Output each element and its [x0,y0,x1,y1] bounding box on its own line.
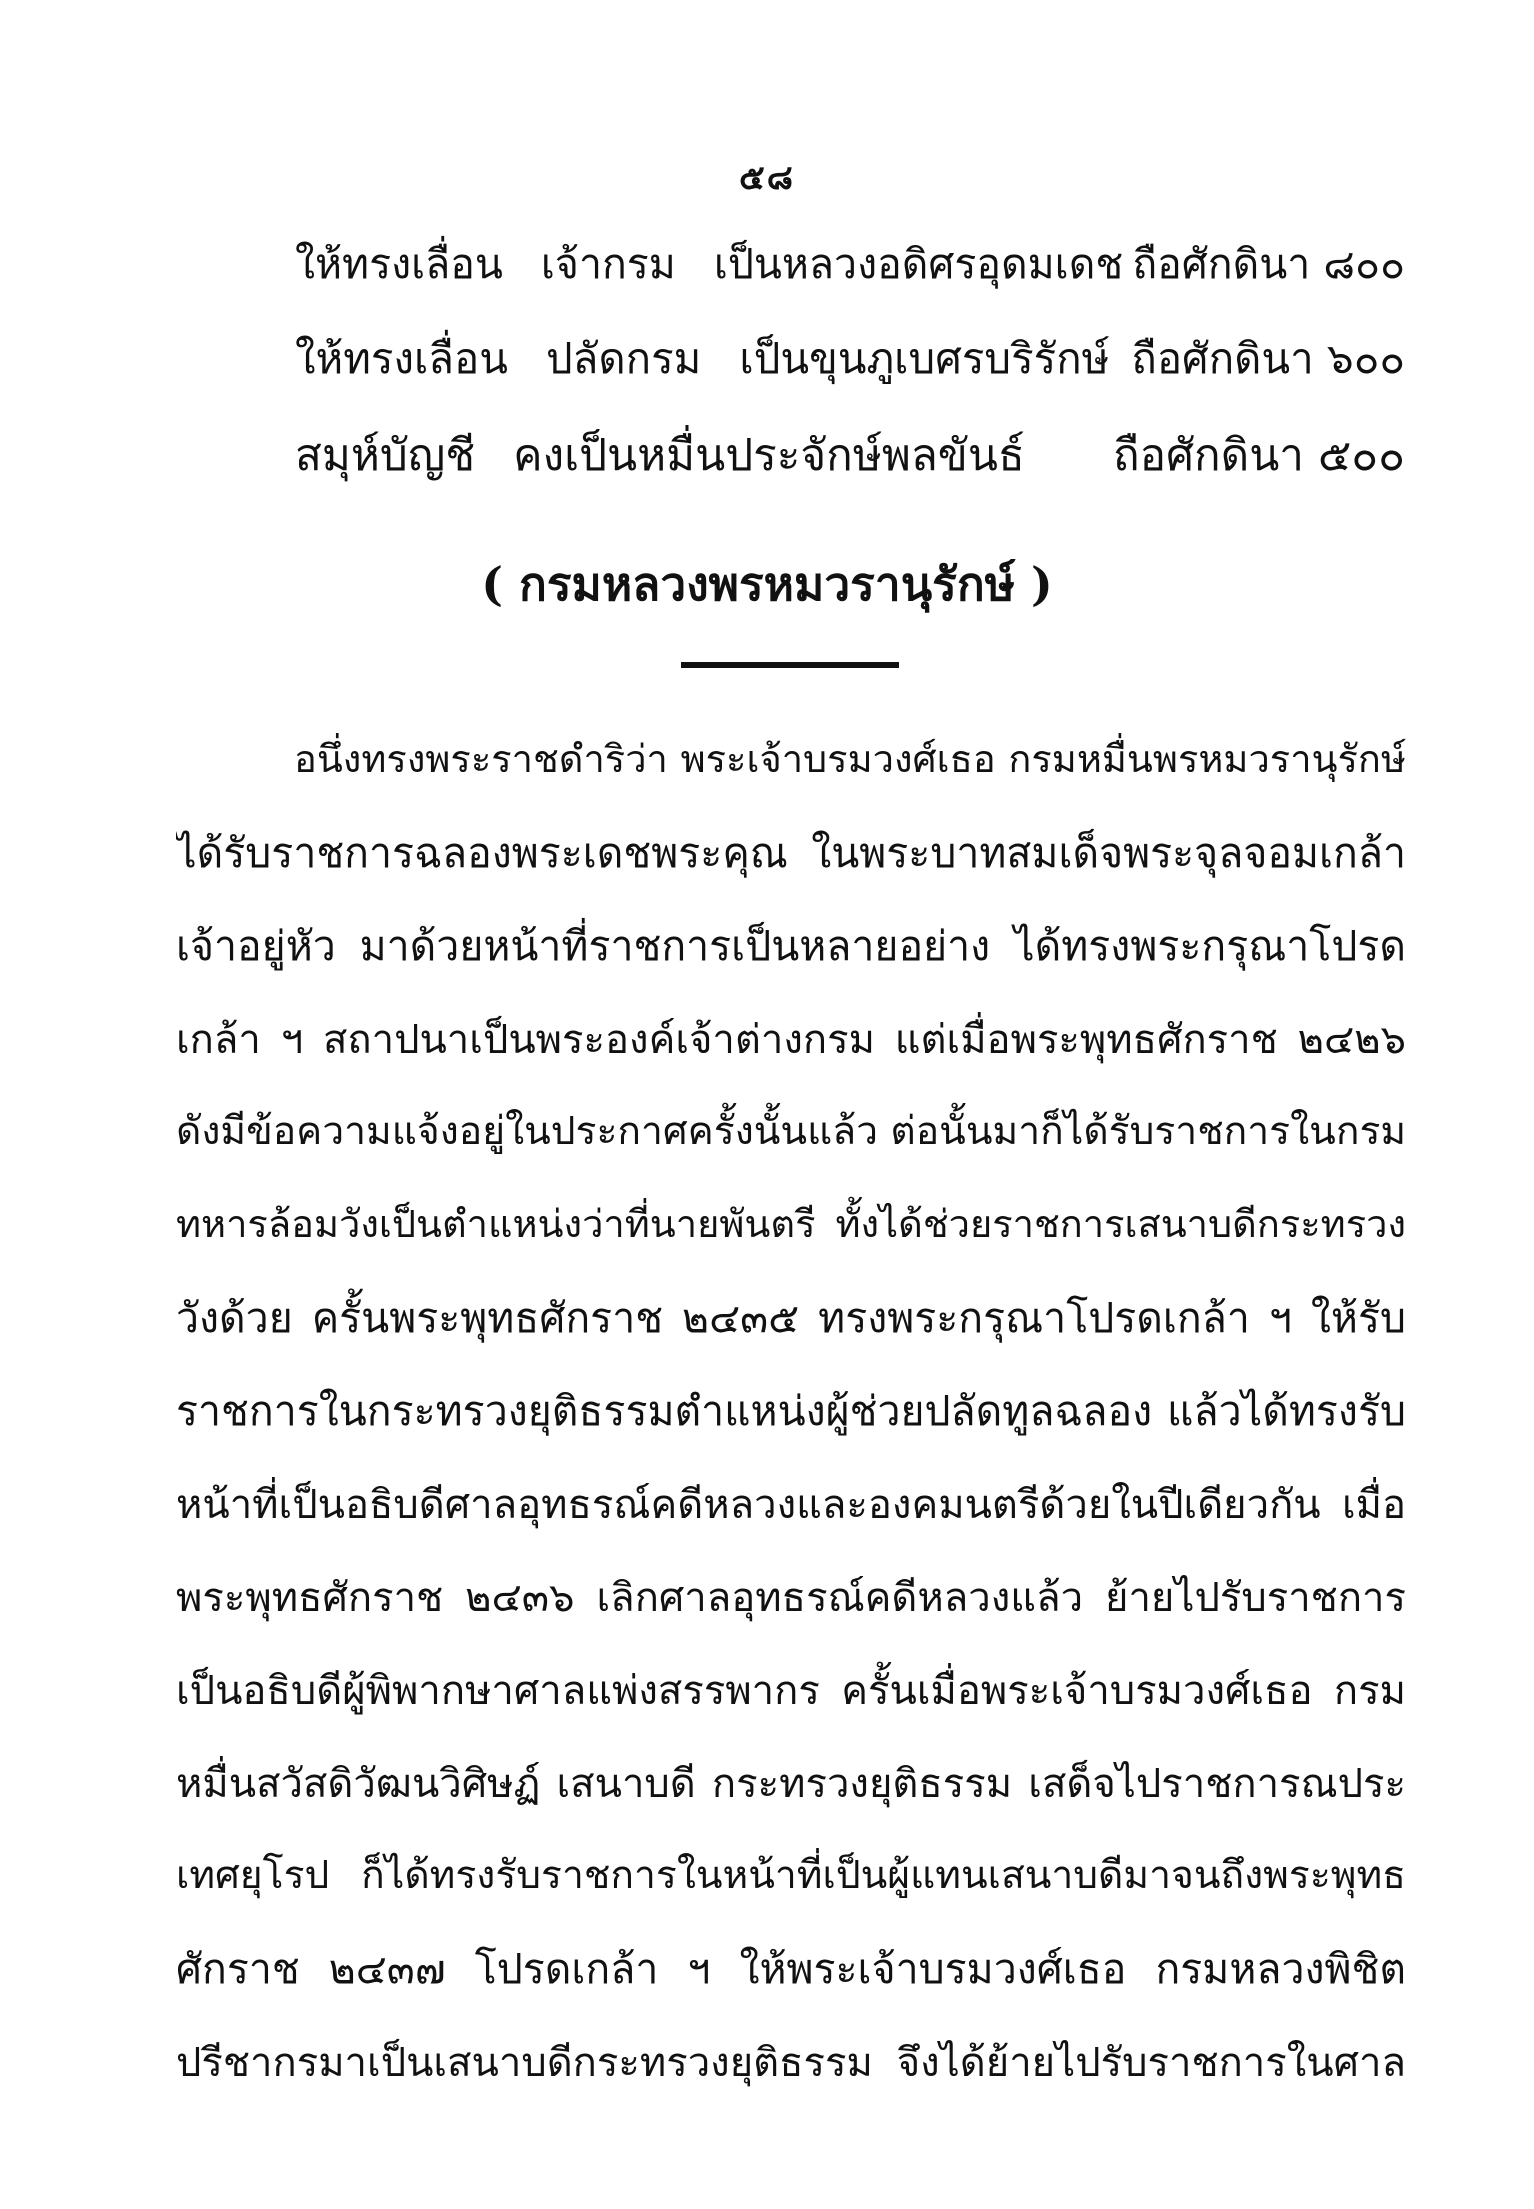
appointment-list [295,232,1405,514]
appointment-sakdina: ถือศักดินา ๘๐๐ [1132,240,1405,288]
paragraph-line: หน้าที่เป็นอธิบดีศาลอุทธรณ์คดีหลวงและองคมนตรีด้วยในปีเดียวกัน เมื่อ [176,1482,1406,1528]
paragraph-line: เทศยุโรป ก็ได้ทรงรับราชการในหน้าที่เป็นผู้แทนเสนาบดีมาจนถึงพระพุทธ [176,1853,1406,1898]
appointment-prefix: ให้ทรงเลื่อน [295,334,508,383]
paragraph-line: เกล้า ฯ สถาปนาเป็นพระองค์เจ้าต่างกรม แต่เมื่อพระพุทธศักราช ๒๔๒๖ [176,1017,1406,1063]
title-underline-divider [681,662,899,668]
appointment-row [295,420,1405,514]
paragraph-line: อนึ่งทรงพระราชดำริว่า พระเจ้าบรมวงศ์เธอ กรมหมื่นพรหมวรานุรักษ์ [294,737,1406,781]
appointment-to: เป็นหลวงอดิศรอุดมเดช [713,240,1124,288]
paragraph-line: ราชการในกระทรวงยุติธรรมตำแหน่งผู้ช่วยปลัดทูลฉลอง แล้วได้ทรงรับ [176,1387,1406,1435]
appointment-sakdina: ถือศักดินา ๖๐๐ [1131,334,1405,383]
paragraph-line: เป็นอธิบดีผู้พิพากษาศาลแพ่งสรรพากร ครั้นเมื่อพระเจ้าบรมวงศ์เธอ กรม [176,1668,1406,1714]
page-number: ๕๘ [739,158,795,198]
paragraph-line: ดังมีข้อความแจ้งอยู่ในประกาศครั้งนั้นแล้ว ต่อนั้นมาก็ได้รับราชการในกรม [176,1109,1406,1154]
appointment-prefix: สมุห์บัญชี [295,430,476,481]
appointment-prefix: ให้ทรงเลื่อน [295,240,503,288]
paragraph-line: หมื่นสวัสดิวัฒนวิศิษฏ์ เสนาบดี กระทรวงยุติธรรม เสด็จไปราชการณประ [176,1761,1406,1807]
paragraph-line: ได้รับราชการฉลองพระเดชพระคุณ ในพระบาทสมเด็จพระจุลจอมเกล้า [176,829,1406,877]
appointment-sakdina: ถือศักดินา ๕๐๐ [1113,430,1405,481]
appointment-to: เป็นขุนภูเบศรบริรักษ์ [739,334,1110,383]
appointment-to: คงเป็นหมื่นประจักษ์พลขันธ์ [513,430,1025,481]
paragraph-line: ปรีชากรมาเป็นเสนาบดีกระทรวงยุติธรรม จึงได้ย้ายไปรับราชการในศาล [176,2040,1406,2086]
appointment-row [295,326,1405,420]
appointment-from: ปลัดกรม [545,334,702,383]
paragraph-line: ศักราช ๒๔๓๗ โปรดเกล้า ฯ ให้พระเจ้าบรมวงศ์เธอ กรมหลวงพิชิต [176,1945,1406,1993]
paragraph-line: เจ้าอยู่หัว มาด้วยหน้าที่ราชการเป็นหลายอย่าง ได้ทรงพระกรุณาโปรด [176,922,1406,970]
appointment-row [295,232,1405,326]
body-paragraph [176,728,1406,2123]
appointment-from: เจ้ากรม [540,240,676,288]
section-title: ( กรมหลวงพรหมวรานุรักษ์ ) [481,557,1053,611]
paragraph-line: วังด้วย ครั้นพระพุทธศักราช ๒๔๓๕ ทรงพระกรุณาโปรดเกล้า ฯ ให้รับ [176,1294,1406,1342]
paragraph-line: พระพุทธศักราช ๒๔๓๖ เลิกศาลอุทธรณ์คดีหลวงแล้ว ย้ายไปรับราชการ [176,1575,1406,1621]
paragraph-line: ทหารล้อมวังเป็นตำแหน่งว่าที่นายพันตรี ทั้งได้ช่วยราชการเสนาบดีกระทรวง [176,1202,1406,1246]
